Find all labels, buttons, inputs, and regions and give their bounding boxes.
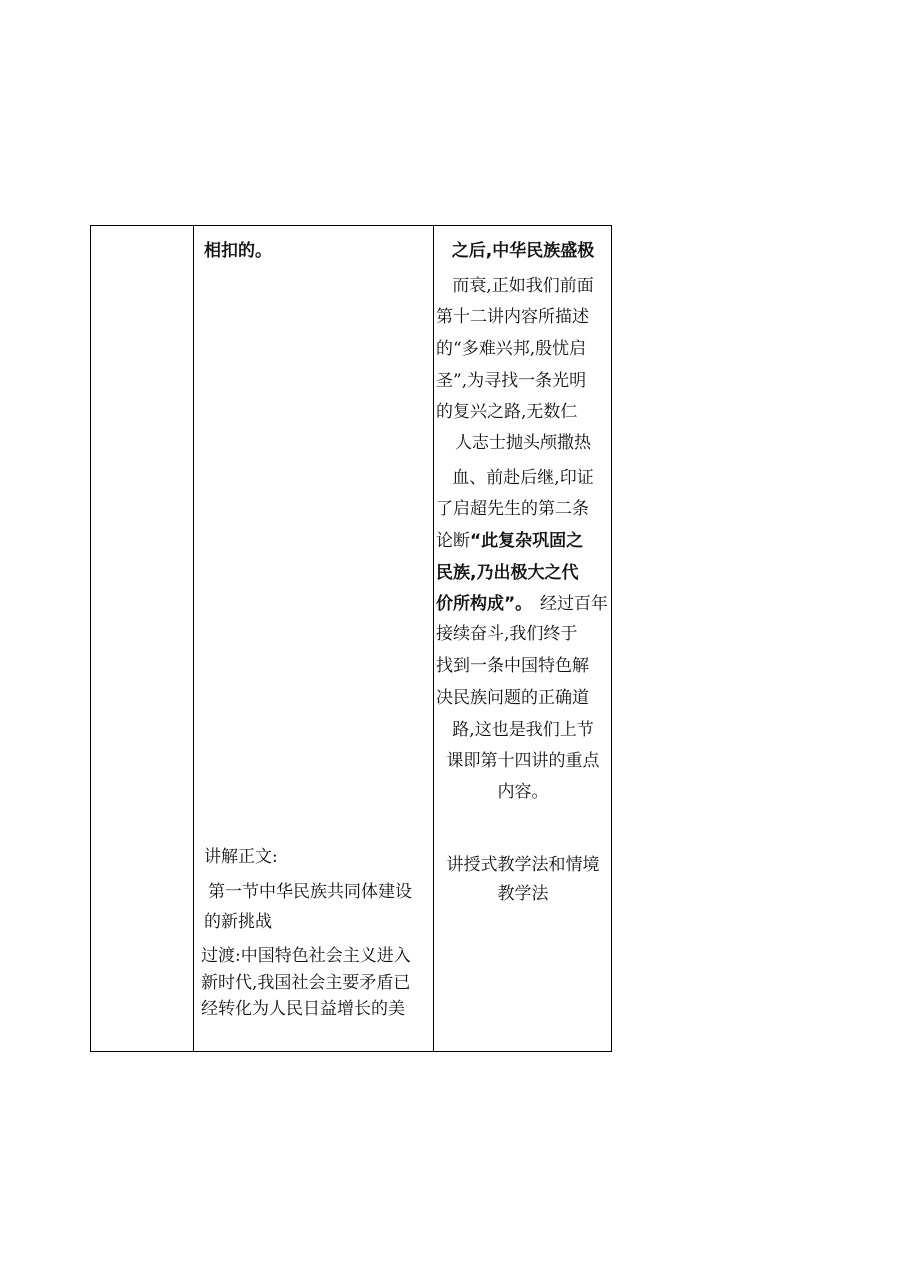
paragraph-line: 的“多难兴邦,殷忧启 (436, 339, 587, 359)
transition-line: 新时代,我国社会主要矛盾已 (201, 973, 411, 993)
paragraph-line: 课即第十四讲的重点 (446, 751, 600, 771)
paragraph-line: 的复兴之路,无数仁 (436, 402, 578, 422)
lecture-label: 讲解正文: (204, 847, 278, 867)
quoted-judgment: 价所构成”。 (436, 594, 533, 614)
paragraph-line: 第十二讲内容所描述 (436, 307, 589, 327)
table-cell-empty (91, 226, 193, 1051)
intro-text: 相扣的。 (204, 241, 272, 261)
paragraph-line: 路,这也是我们上节 (452, 720, 594, 740)
lesson-plan-table (90, 225, 612, 1052)
paragraph-line: 找到一条中国特色解 (436, 656, 589, 676)
paragraph-line: 内容。 (497, 782, 549, 802)
paragraph-line: 决民族问题的正确道 (436, 688, 589, 708)
transition-line: 经转化为人民日益增长的美 (201, 999, 405, 1019)
paragraph-line: 血、前赴后继,印证 (452, 468, 594, 488)
transition-line: 过渡:中国特色社会主义进入 (201, 946, 411, 966)
quoted-judgment: “此复杂巩固之 (470, 531, 584, 551)
paragraph-line: 接续奋斗,我们终于 (436, 624, 578, 644)
quoted-judgment: 民族,乃出极大之代 (436, 563, 579, 583)
paragraph-line: 人志士抛头颅撒热 (455, 433, 591, 453)
section-title-line: 第一节中华民族共同体建设 (208, 882, 412, 902)
teaching-method-line: 讲授式教学法和情境 (446, 855, 600, 875)
paragraph-line: 了启超先生的第二条 (436, 499, 589, 519)
paragraph-line: 圣”,为寻找一条光明 (436, 371, 587, 391)
paragraph-line: 论断 (436, 531, 470, 551)
paragraph-line: 之后,中华民族盛极 (451, 241, 595, 261)
section-title-line: 的新挑战 (204, 912, 272, 932)
paragraph-line: 经过百年 (540, 594, 608, 614)
teaching-method-line: 教学法 (497, 884, 549, 904)
paragraph-line: 而衰,正如我们前面 (452, 276, 594, 296)
table-cell-notes (434, 226, 612, 1051)
table-cell-content (194, 226, 433, 1051)
